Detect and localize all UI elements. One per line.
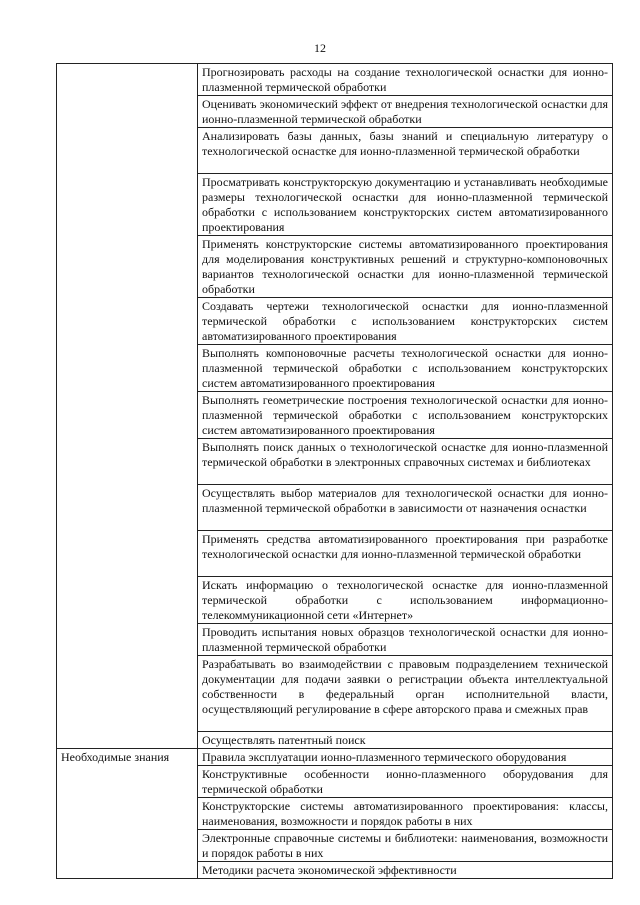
skills-label-cell <box>57 64 198 749</box>
skill-cell <box>198 345 613 392</box>
skill-text: Анализировать базы данных, базы знаний и специальную литературу о технологической оснастке для ионно-плазменной термической обработки <box>202 129 608 158</box>
skill-text: Выполнять поиск данных о технологической оснастке для ионно-плазменной термической обработки в электронных справочных системах и библиотеках <box>202 440 608 469</box>
knowledge-cell <box>198 749 613 766</box>
skill-cell <box>198 656 613 732</box>
knowledge-cell <box>198 862 613 879</box>
skill-cell <box>198 392 613 439</box>
knowledge-cell <box>198 798 613 830</box>
knowledge-text: Правила эксплуатации ионно-плазменного термического оборудования <box>202 750 567 764</box>
skill-text: Создавать чертежи технологической оснастки для ионно-плазменной термической обработки с использованием конструкторских систем автоматизированного проектирования <box>202 299 608 343</box>
skill-text: Применять конструкторские системы автоматизированного проектирования для моделирования конструктивных решений и структурно-компоновочных вариантов технологической оснастки для ионно-плазменной термической обработки <box>202 237 608 296</box>
skill-cell <box>198 624 613 656</box>
knowledge-cell <box>198 766 613 798</box>
skill-cell <box>198 96 613 128</box>
skill-cell <box>198 174 613 236</box>
skill-text: Проводить испытания новых образцов технологической оснастки для ионно-плазменной термической обработки <box>202 625 608 654</box>
knowledge-label: Необходимые знания <box>61 750 170 764</box>
skill-text: Оценивать экономический эффект от внедрения технологической оснастки для ионно-плазменной термической обработки <box>202 97 608 126</box>
knowledge-text: Электронные справочные системы и библиотеки: наименования, возможности и порядок работы в них <box>202 831 608 860</box>
skill-cell <box>198 732 613 749</box>
skill-text: Разрабатывать во взаимодействии с правовым подразделением технической документации для подачи заявки о регистрации объекта интеллектуальной собственности в федеральный орган исполнительной власти, осуществляющий регулирование в сфере авторского права и смежных прав <box>202 657 608 716</box>
page-number: 12 <box>314 41 326 55</box>
table-row <box>57 64 613 96</box>
skill-cell <box>198 439 613 485</box>
knowledge-text: Конструктивные особенности ионно-плазменного оборудования для термической обработки <box>202 767 608 796</box>
skill-cell <box>198 485 613 531</box>
skill-cell <box>198 64 613 96</box>
skill-text: Искать информацию о технологической оснастке для ионно-плазменной термической обработки с использованием информационно-телекоммуникационной сети «Интернет» <box>202 578 608 622</box>
knowledge-cell <box>198 830 613 862</box>
skill-text: Прогнозировать расходы на создание технологической оснастки для ионно-плазменной термической обработки <box>202 65 608 94</box>
knowledge-label-cell <box>57 749 198 879</box>
skill-cell <box>198 236 613 298</box>
skill-text: Выполнять компоновочные расчеты технологической оснастки для ионно-плазменной термической обработки с использованием конструкторских систем автоматизированного проектирования <box>202 346 608 390</box>
knowledge-text: Конструкторские системы автоматизированного проектирования: классы, наименования, возможности и порядок работы в них <box>202 799 608 828</box>
skill-cell <box>198 128 613 174</box>
skill-cell <box>198 298 613 345</box>
skill-text: Осуществлять патентный поиск <box>202 733 366 747</box>
skill-text: Выполнять геометрические построения технологической оснастки для ионно-плазменной термической обработки с использованием конструкторских систем автоматизированного проектирования <box>202 393 608 437</box>
table-row <box>57 749 613 766</box>
skill-cell <box>198 531 613 577</box>
knowledge-text: Методики расчета экономической эффективности <box>202 863 457 877</box>
competency-table <box>56 63 613 879</box>
skill-cell <box>198 577 613 624</box>
skill-text: Осуществлять выбор материалов для технологической оснастки для ионно-плазменной термической обработки в зависимости от назначения оснастки <box>202 486 608 515</box>
skill-text: Просматривать конструкторскую документацию и устанавливать необходимые размеры технологической оснастки для ионно-плазменной термической обработки с использованием конструкторских систем автоматизированного проектирования <box>202 175 608 234</box>
skill-text: Применять средства автоматизированного проектирования при разработке технологической оснастки для ионно-плазменной термической обработки <box>202 532 608 561</box>
